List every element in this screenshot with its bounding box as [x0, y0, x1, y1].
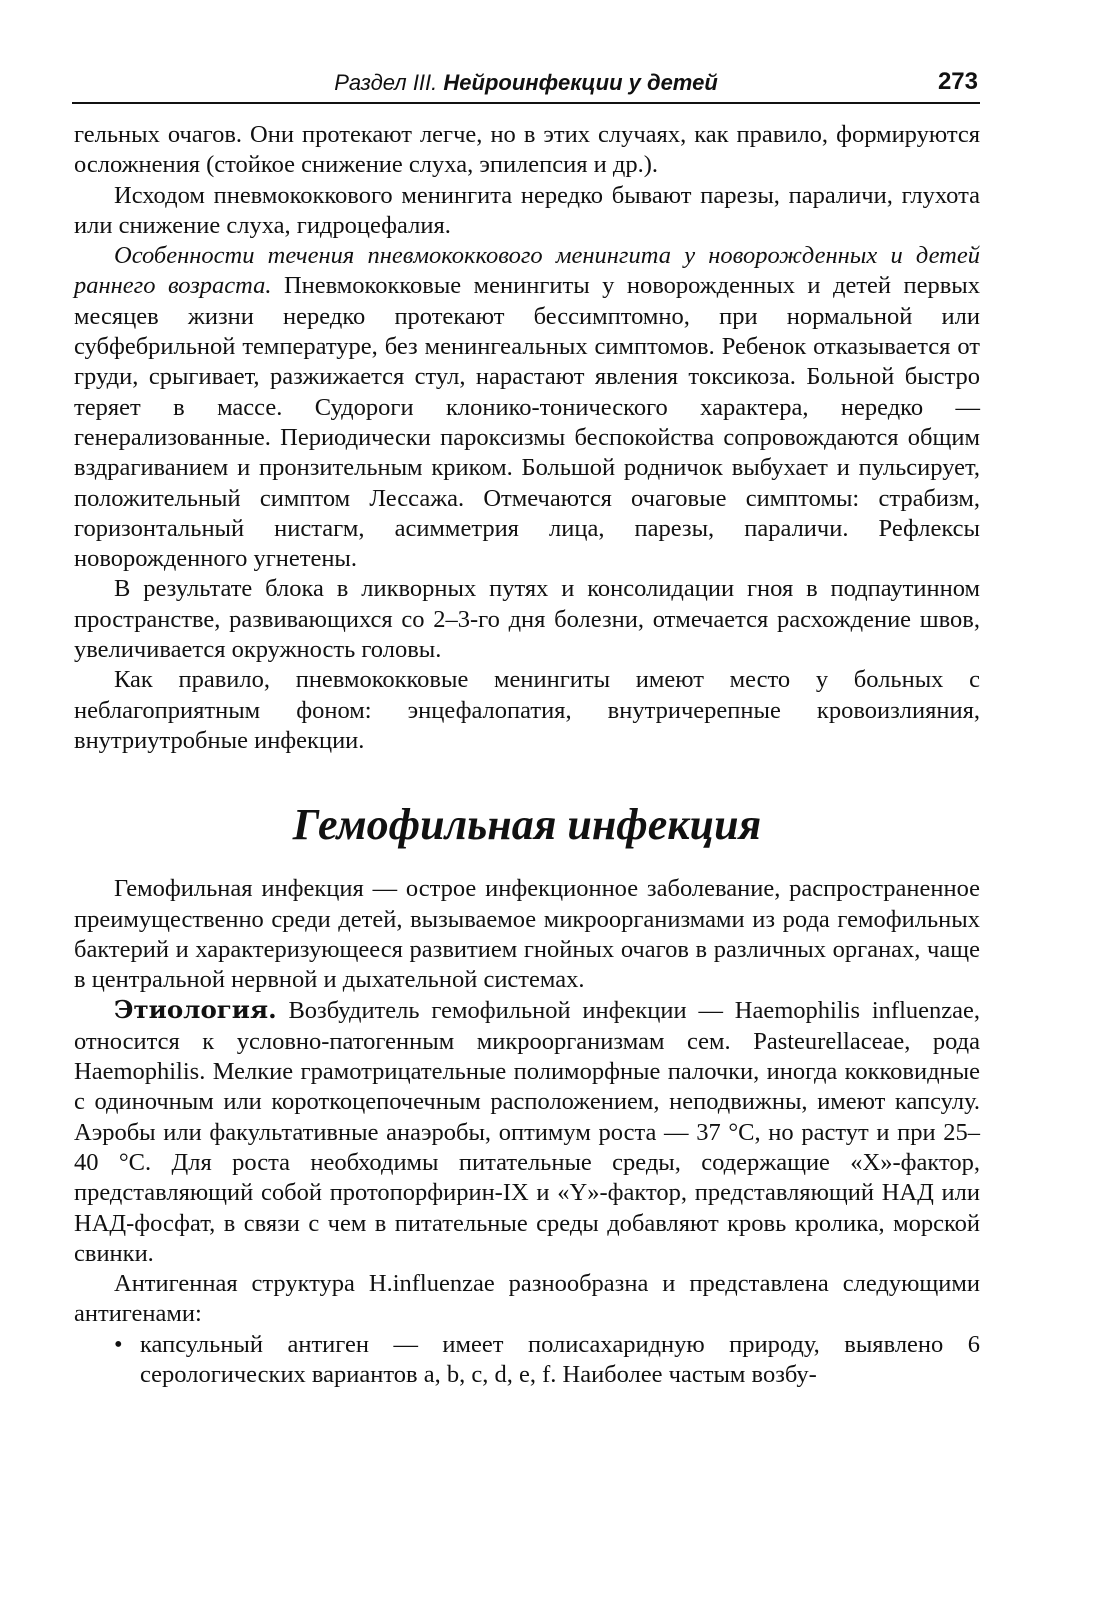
list-item: [74, 1330, 980, 1391]
list-item-text: капсульный антиген — имеет полисахаридную природу, выявлено 6 серологических вариантов a, b, c, d, e, f. Наиболее частым возбу-: [140, 1330, 980, 1388]
page-number: 273: [937, 68, 978, 95]
antigen-list: [74, 1330, 980, 1391]
paragraph-block: В результате блока в ликворных путях и консолидации гноя в подпаутинном пространстве, развивающихся со 2–3-го дня болезни, отмечается расхождение швов, увеличивается окружность головы.: [74, 575, 980, 664]
paragraph-newborn: [74, 241, 980, 574]
paragraph-italic-lead: Особенности течения пневмококкового менингита у новорожденных и детей раннего возраста.: [74, 242, 980, 300]
page-body: [74, 120, 980, 1390]
section-title: Нейроинфекции у детей: [443, 70, 718, 95]
etiology-label: Этиология.: [114, 995, 277, 1025]
etiology-text: Возбудитель гемофильной инфекции — Haemophilis influenzae, относится к условно-патогенным микроорганизмам сем. Pasteurellaceae, рода Haemophilis. Мелкие грамотрицательные полиморфные палочки, иногда кокковидные с одиночным или короткоцепочечным расположением, неподвижны, имеют капсулу. Аэробы или факультативные анаэробы, оптимум роста — 37 °С, но растут и при 25–40 °С. Для роста необходимы питательные среды, содержащие «Х»-фактор, представляющий собой протопорфирин-IX и «Y»-фактор, представляющий НАД или НАД-фосфат, в связи с чем в питательные среды добавляют кровь кролика, морской свинки.: [74, 997, 980, 1267]
paragraph-background: Как правило, пневмококковые менингиты имеют место у больных с неблагоприятным фоном: энцефалопатия, внутричерепные кровоизлияния, внутриутробные инфекции.: [74, 666, 980, 754]
running-title: [72, 70, 980, 96]
paragraph-antigen-intro: Антигенная структура H.influenzae разнообразна и представлена следующими антигенами:: [74, 1270, 980, 1328]
bullet-icon: •: [114, 1330, 123, 1358]
paragraph-outcome: Исходом пневмококкового менингита нередко бывают парезы, параличи, глухота или снижение слуха, гидроцефалия.: [74, 181, 980, 239]
paragraph-continuation: гельных очагов. Они протекают легче, но в этих случаях, как правило, формируются осложнения (стойкое снижение слуха, эпилепсия и др.).: [74, 121, 980, 179]
paragraph-newborn-text: Пневмококковые менингиты у новорожденных и детей первых месяцев жизни нередко протекают бессимптомно, при нормальной или субфебрильной температуре, без менингеальных симптомов. Ребенок отказывается от груди, срыгивает, разжижается стул, нарастают явления токсикоза. Больной быстро теряет в массе. Судороги клонико-тонического характера, нередко — генерализованные. Периодически пароксизмы беспокойства сопровождаются общим вздрагиванием и пронзительным криком. Большой родничок выбухает и пульсирует, положительный симптом Лессажа. Отмечаются очаговые симптомы: страбизм, горизонтальный нистагм, асимметрия лица, парезы, параличи. Рефлексы новорожденного угнетены.: [74, 272, 981, 573]
section-heading: Гемофильная инфекция: [292, 800, 762, 850]
paragraph-definition: Гемофильная инфекция — острое инфекционное заболевание, распространенное преимущественно среди детей, вызываемое микроорганизмами из рода гемофильных бактерий и характеризующееся развитием гнойных очагов в различных органах, чаще в центральной нервной и дыхательной системах.: [74, 875, 980, 994]
running-header: [72, 66, 980, 104]
section-label: Раздел III.: [334, 70, 438, 95]
paragraph-etiology: [74, 995, 980, 1269]
